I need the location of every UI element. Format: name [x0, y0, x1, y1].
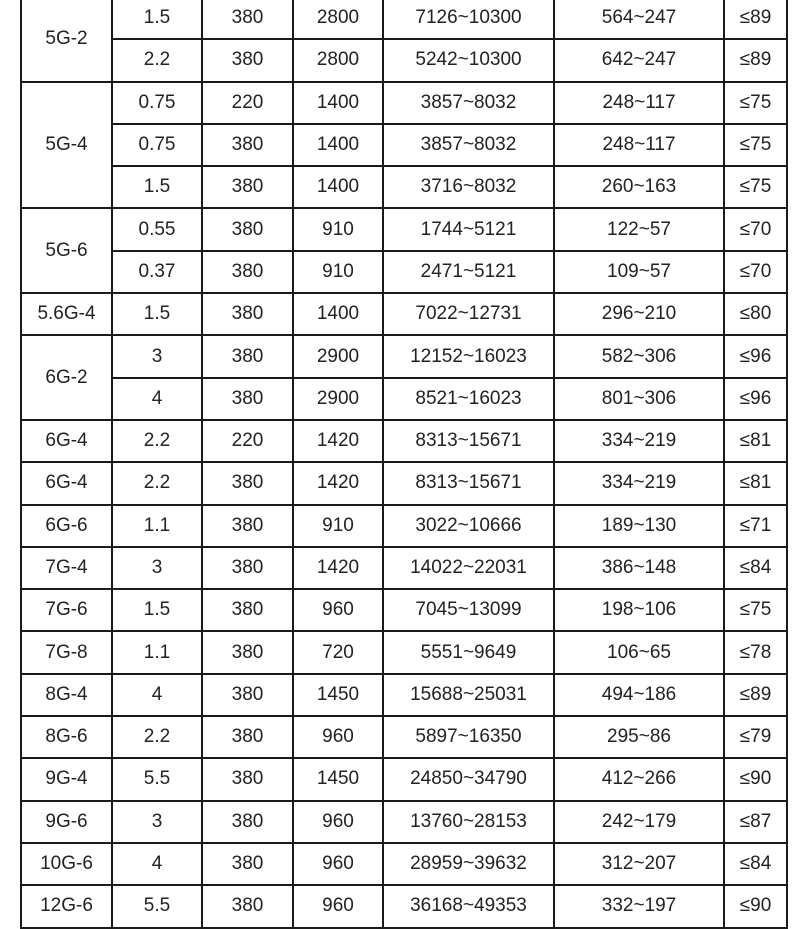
- speed-cell: 910: [293, 251, 383, 293]
- noise-cell: ≤75: [724, 124, 787, 166]
- power-cell: 2.2: [112, 39, 202, 81]
- force-range-cell: 14022~22031: [383, 547, 554, 589]
- force-range-cell: 2471~5121: [383, 251, 554, 293]
- model-cell: 5G-4: [21, 82, 112, 209]
- speed-cell: 720: [293, 631, 383, 673]
- voltage-cell: 380: [202, 124, 293, 166]
- force-range-cell: 7126~10300: [383, 0, 554, 39]
- noise-cell: ≤96: [724, 378, 787, 420]
- flow-range-cell: 312~207: [554, 843, 724, 885]
- power-cell: 0.75: [112, 82, 202, 124]
- model-cell: 7G-8: [21, 631, 112, 673]
- flow-range-cell: 642~247: [554, 39, 724, 81]
- speed-cell: 1400: [293, 124, 383, 166]
- table-row: [21, 547, 787, 589]
- speed-cell: 1450: [293, 674, 383, 716]
- table-row: [21, 758, 787, 800]
- model-cell: 5.6G-4: [21, 293, 112, 335]
- noise-cell: ≤89: [724, 0, 787, 39]
- power-cell: 4: [112, 674, 202, 716]
- force-range-cell: 36168~49353: [383, 885, 554, 927]
- voltage-cell: 380: [202, 505, 293, 547]
- table-row: [21, 420, 787, 462]
- table-row: [21, 335, 787, 377]
- model-cell: 5G-2: [21, 0, 112, 82]
- flow-range-cell: 109~57: [554, 251, 724, 293]
- voltage-cell: 380: [202, 208, 293, 250]
- voltage-cell: 220: [202, 420, 293, 462]
- flow-range-cell: 334~219: [554, 420, 724, 462]
- speed-cell: 2900: [293, 378, 383, 420]
- table-row: [21, 124, 787, 166]
- power-cell: 5.5: [112, 758, 202, 800]
- power-cell: 2.2: [112, 716, 202, 758]
- noise-cell: ≤90: [724, 758, 787, 800]
- force-range-cell: 1744~5121: [383, 208, 554, 250]
- noise-cell: ≤81: [724, 420, 787, 462]
- power-cell: 3: [112, 801, 202, 843]
- speed-cell: 2900: [293, 335, 383, 377]
- speed-cell: 1450: [293, 758, 383, 800]
- voltage-cell: 380: [202, 251, 293, 293]
- force-range-cell: 12152~16023: [383, 335, 554, 377]
- voltage-cell: 380: [202, 335, 293, 377]
- flow-range-cell: 801~306: [554, 378, 724, 420]
- speed-cell: 1400: [293, 166, 383, 208]
- speed-cell: 1420: [293, 420, 383, 462]
- speed-cell: 1400: [293, 293, 383, 335]
- force-range-cell: 3857~8032: [383, 124, 554, 166]
- flow-range-cell: 242~179: [554, 801, 724, 843]
- table-row: [21, 589, 787, 631]
- table-row: [21, 293, 787, 335]
- power-cell: 5.5: [112, 885, 202, 927]
- noise-cell: ≤81: [724, 462, 787, 504]
- speed-cell: 910: [293, 208, 383, 250]
- flow-range-cell: 412~266: [554, 758, 724, 800]
- flow-range-cell: 122~57: [554, 208, 724, 250]
- noise-cell: ≤89: [724, 674, 787, 716]
- force-range-cell: 24850~34790: [383, 758, 554, 800]
- table-row: [21, 378, 787, 420]
- model-cell: 12G-6: [21, 885, 112, 927]
- model-cell: 5G-6: [21, 208, 112, 293]
- flow-range-cell: 582~306: [554, 335, 724, 377]
- flow-range-cell: 198~106: [554, 589, 724, 631]
- speed-cell: 2800: [293, 39, 383, 81]
- flow-range-cell: 564~247: [554, 0, 724, 39]
- force-range-cell: 5551~9649: [383, 631, 554, 673]
- voltage-cell: 380: [202, 589, 293, 631]
- model-cell: 8G-6: [21, 716, 112, 758]
- voltage-cell: 380: [202, 293, 293, 335]
- speed-cell: 910: [293, 505, 383, 547]
- voltage-cell: 380: [202, 462, 293, 504]
- model-cell: 6G-6: [21, 505, 112, 547]
- model-cell: 9G-4: [21, 758, 112, 800]
- power-cell: 0.37: [112, 251, 202, 293]
- power-cell: 0.55: [112, 208, 202, 250]
- voltage-cell: 380: [202, 843, 293, 885]
- table-row: [21, 166, 787, 208]
- voltage-cell: 380: [202, 631, 293, 673]
- voltage-cell: 380: [202, 885, 293, 927]
- power-cell: 1.1: [112, 631, 202, 673]
- force-range-cell: 8521~16023: [383, 378, 554, 420]
- power-cell: 4: [112, 843, 202, 885]
- power-cell: 0.75: [112, 124, 202, 166]
- noise-cell: ≤84: [724, 547, 787, 589]
- flow-range-cell: 334~219: [554, 462, 724, 504]
- table-row: [21, 505, 787, 547]
- model-cell: 6G-4: [21, 462, 112, 504]
- noise-cell: ≤75: [724, 166, 787, 208]
- flow-range-cell: 248~117: [554, 82, 724, 124]
- table-row: [21, 39, 787, 81]
- model-cell: 7G-6: [21, 589, 112, 631]
- flow-range-cell: 295~86: [554, 716, 724, 758]
- flow-range-cell: 332~197: [554, 885, 724, 927]
- model-cell: 10G-6: [21, 843, 112, 885]
- power-cell: 1.5: [112, 166, 202, 208]
- table-row: [21, 801, 787, 843]
- table-row: [21, 208, 787, 250]
- model-cell: 9G-6: [21, 801, 112, 843]
- power-cell: 1.1: [112, 505, 202, 547]
- noise-cell: ≤87: [724, 801, 787, 843]
- power-cell: 2.2: [112, 462, 202, 504]
- model-cell: 6G-2: [21, 335, 112, 420]
- voltage-cell: 220: [202, 82, 293, 124]
- speed-cell: 1420: [293, 462, 383, 504]
- noise-cell: ≤89: [724, 39, 787, 81]
- flow-range-cell: 248~117: [554, 124, 724, 166]
- speed-cell: 1400: [293, 82, 383, 124]
- noise-cell: ≤84: [724, 843, 787, 885]
- speed-cell: 960: [293, 716, 383, 758]
- force-range-cell: 3716~8032: [383, 166, 554, 208]
- table-row: [21, 843, 787, 885]
- table-row: [21, 251, 787, 293]
- noise-cell: ≤96: [724, 335, 787, 377]
- table-row: [21, 462, 787, 504]
- voltage-cell: 380: [202, 801, 293, 843]
- model-cell: 6G-4: [21, 420, 112, 462]
- voltage-cell: 380: [202, 378, 293, 420]
- noise-cell: ≤90: [724, 885, 787, 927]
- noise-cell: ≤79: [724, 716, 787, 758]
- speed-cell: 960: [293, 885, 383, 927]
- voltage-cell: 380: [202, 758, 293, 800]
- voltage-cell: 380: [202, 39, 293, 81]
- voltage-cell: 380: [202, 716, 293, 758]
- speed-cell: 960: [293, 801, 383, 843]
- power-cell: 1.5: [112, 589, 202, 631]
- table-row: [21, 0, 787, 39]
- power-cell: 3: [112, 547, 202, 589]
- model-cell: 8G-4: [21, 674, 112, 716]
- flow-range-cell: 386~148: [554, 547, 724, 589]
- force-range-cell: 15688~25031: [383, 674, 554, 716]
- spec-table-body: [21, 0, 787, 928]
- voltage-cell: 380: [202, 547, 293, 589]
- noise-cell: ≤70: [724, 251, 787, 293]
- speed-cell: 2800: [293, 0, 383, 39]
- speed-cell: 1420: [293, 547, 383, 589]
- force-range-cell: 28959~39632: [383, 843, 554, 885]
- flow-range-cell: 189~130: [554, 505, 724, 547]
- flow-range-cell: 106~65: [554, 631, 724, 673]
- force-range-cell: 13760~28153: [383, 801, 554, 843]
- power-cell: 4: [112, 378, 202, 420]
- model-cell: 7G-4: [21, 547, 112, 589]
- power-cell: 2.2: [112, 420, 202, 462]
- voltage-cell: 380: [202, 674, 293, 716]
- noise-cell: ≤78: [724, 631, 787, 673]
- noise-cell: ≤80: [724, 293, 787, 335]
- voltage-cell: 380: [202, 166, 293, 208]
- flow-range-cell: 260~163: [554, 166, 724, 208]
- force-range-cell: 3022~10666: [383, 505, 554, 547]
- speed-cell: 960: [293, 843, 383, 885]
- table-row: [21, 82, 787, 124]
- spec-table: [20, 0, 788, 929]
- noise-cell: ≤75: [724, 82, 787, 124]
- power-cell: 3: [112, 335, 202, 377]
- flow-range-cell: 494~186: [554, 674, 724, 716]
- power-cell: 1.5: [112, 293, 202, 335]
- force-range-cell: 7022~12731: [383, 293, 554, 335]
- force-range-cell: 7045~13099: [383, 589, 554, 631]
- force-range-cell: 3857~8032: [383, 82, 554, 124]
- force-range-cell: 5242~10300: [383, 39, 554, 81]
- table-row: [21, 631, 787, 673]
- table-row: [21, 716, 787, 758]
- flow-range-cell: 296~210: [554, 293, 724, 335]
- table-row: [21, 674, 787, 716]
- noise-cell: ≤75: [724, 589, 787, 631]
- force-range-cell: 8313~15671: [383, 420, 554, 462]
- force-range-cell: 5897~16350: [383, 716, 554, 758]
- voltage-cell: 380: [202, 0, 293, 39]
- power-cell: 1.5: [112, 0, 202, 39]
- speed-cell: 960: [293, 589, 383, 631]
- noise-cell: ≤71: [724, 505, 787, 547]
- noise-cell: ≤70: [724, 208, 787, 250]
- force-range-cell: 8313~15671: [383, 462, 554, 504]
- table-row: [21, 885, 787, 927]
